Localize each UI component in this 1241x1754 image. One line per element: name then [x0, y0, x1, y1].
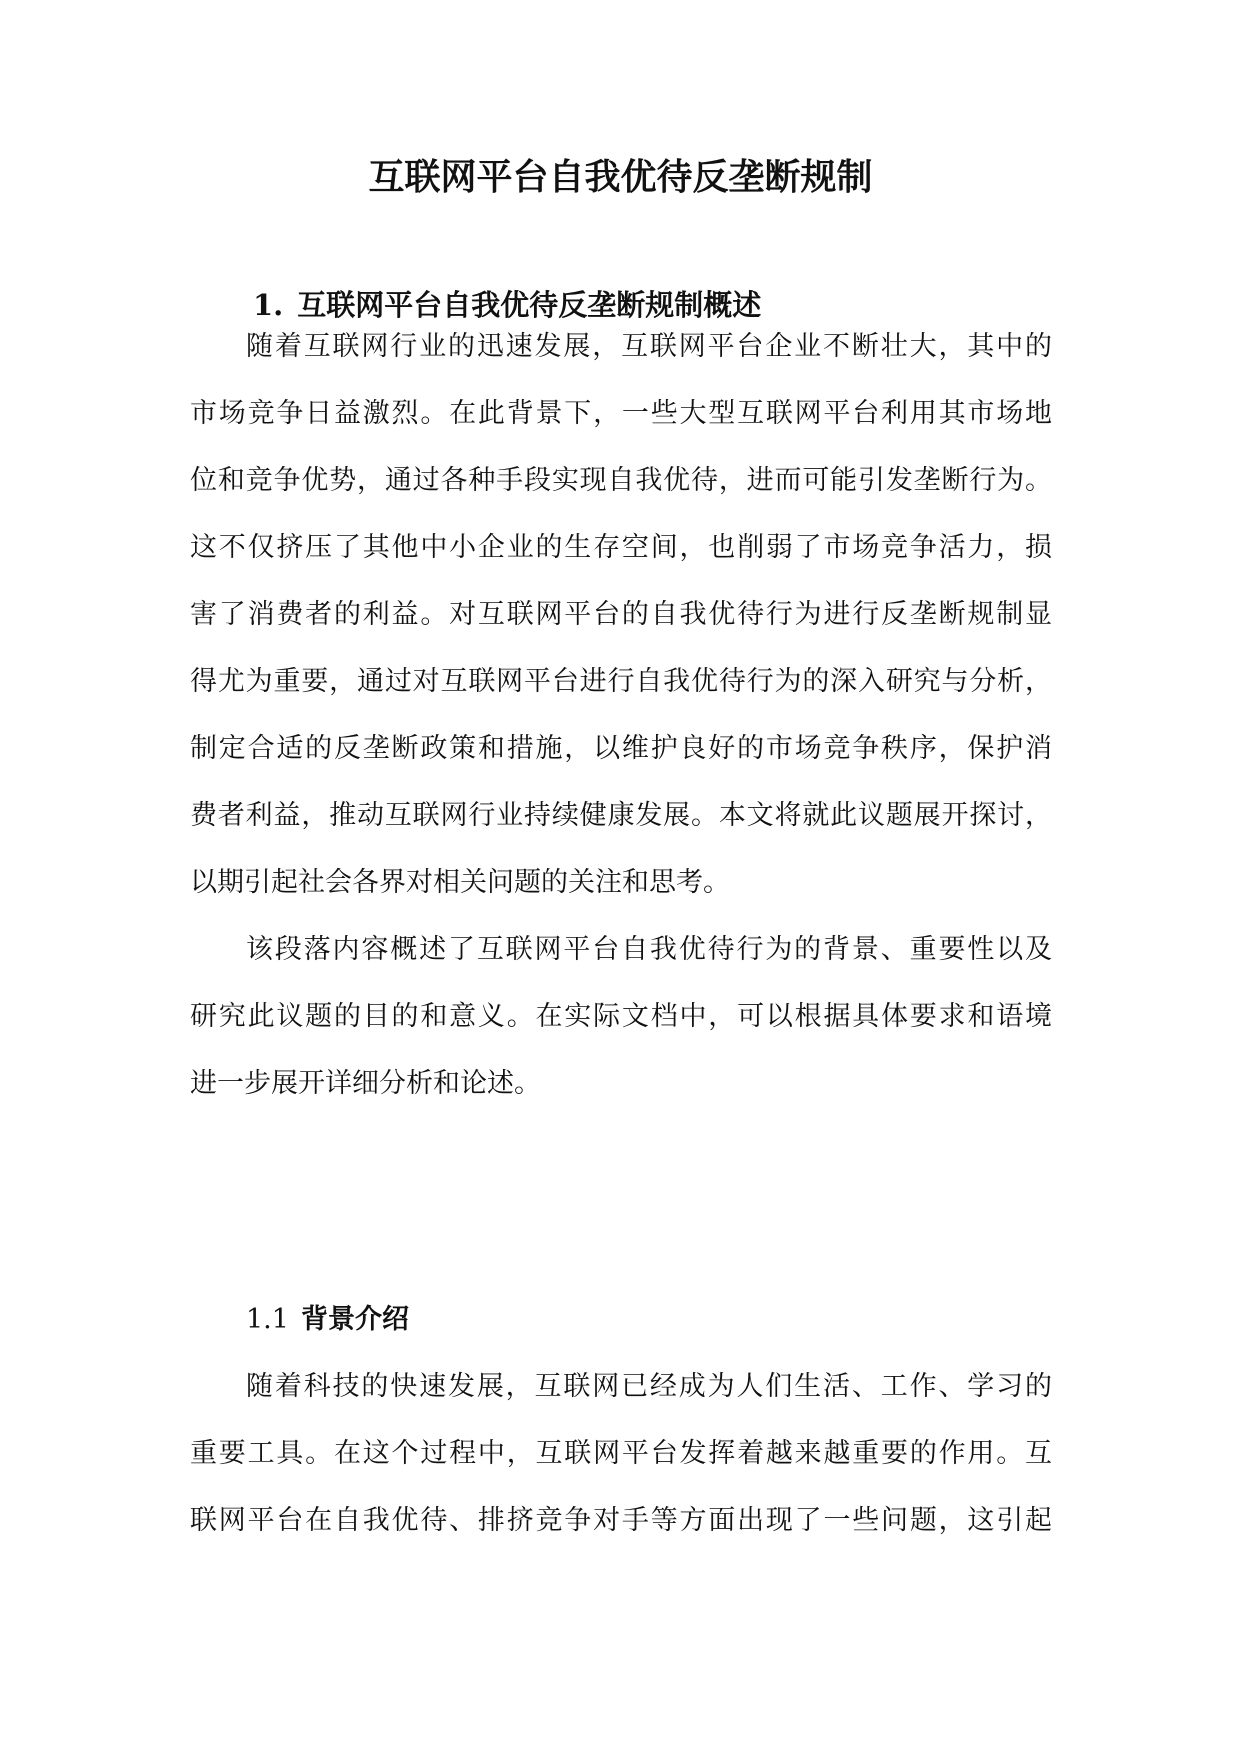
paragraph-line: 以期引起社会各界对相关问题的关注和思考。 — [190, 867, 730, 898]
paragraph-line: 害了消费者的利益。对互联网平台的自我优待行为进行反垄断规制显 — [190, 599, 1052, 630]
paragraph-line: 随着互联网行业的迅速发展，互联网平台企业不断壮大，其中的 — [246, 331, 1052, 362]
section-heading-1 — [253, 283, 761, 327]
paragraph-line: 制定合适的反垄断政策和措施，以维护良好的市场竞争秩序，保护消 — [190, 733, 1052, 764]
paragraph-line: 费者利益，推动互联网行业持续健康发展。本文将就此议题展开探讨， — [190, 800, 1052, 831]
section-heading-text: 互联网平台自我优待反垄断规制概述 — [297, 288, 762, 322]
paragraph-line: 这不仅挤压了其他中小企业的生存空间，也削弱了市场竞争活力，损 — [190, 532, 1052, 563]
section-number: 1.1 — [246, 1304, 289, 1335]
paragraph-line: 重要工具。在这个过程中，互联网平台发挥着越来越重要的作用。互 — [190, 1438, 1052, 1469]
paragraph-line: 位和竞争优势，通过各种手段实现自我优待，进而可能引发垄断行为。 — [190, 465, 1052, 496]
section-number: 1. — [253, 288, 284, 322]
paragraph-line: 进一步展开详细分析和论述。 — [190, 1068, 541, 1099]
paragraph-line: 市场竞争日益激烈。在此背景下，一些大型互联网平台利用其市场地 — [190, 398, 1052, 429]
section-heading-1-1 — [246, 1298, 409, 1342]
section-heading-text: 背景介绍 — [300, 1304, 409, 1335]
paragraph-line: 联网平台在自我优待、排挤竞争对手等方面出现了一些问题，这引起 — [190, 1505, 1052, 1536]
paragraph-line: 该段落内容概述了互联网平台自我优待行为的背景、重要性以及 — [246, 934, 1052, 965]
paragraph-line: 得尤为重要，通过对互联网平台进行自我优待行为的深入研究与分析， — [190, 666, 1052, 697]
paragraph-line: 随着科技的快速发展，互联网已经成为人们生活、工作、学习的 — [246, 1371, 1052, 1402]
document-title: 互联网平台自我优待反垄断规制 — [368, 157, 873, 198]
paragraph-line: 研究此议题的目的和意义。在实际文档中，可以根据具体要求和语境 — [190, 1001, 1052, 1032]
